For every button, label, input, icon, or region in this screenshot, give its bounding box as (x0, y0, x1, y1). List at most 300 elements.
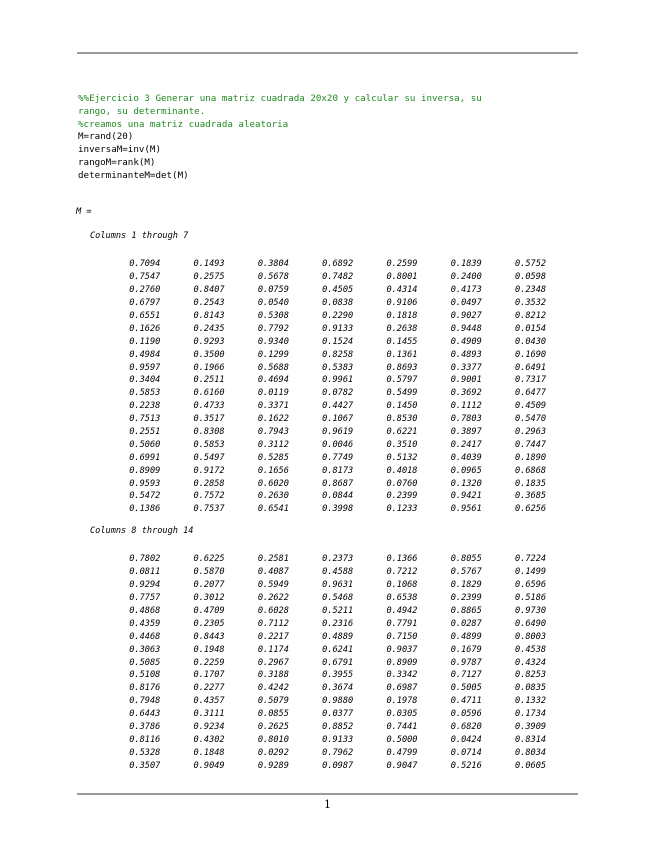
matrix-cell: 0.7447 (515, 439, 547, 450)
matrix-cell: 0.8693 (386, 362, 418, 373)
matrix-cell: 0.0987 (322, 760, 354, 771)
matrix-cell: 0.5000 (386, 734, 418, 745)
matrix-cell: 0.4359 (129, 618, 161, 629)
matrix-cell: 0.4711 (450, 696, 482, 707)
matrix-cell: 0.0811 (129, 567, 161, 578)
matrix-cell: 0.5797 (386, 375, 418, 386)
matrix-cell: 0.9597 (129, 362, 161, 373)
matrix-cell: 0.8909 (386, 657, 418, 668)
matrix-row (96, 695, 546, 708)
matrix-cell: 0.5383 (322, 362, 354, 373)
matrix-cell: 0.9561 (450, 504, 482, 515)
matrix-cell: 0.1679 (450, 644, 482, 655)
matrix-cell: 0.3342 (386, 670, 418, 681)
matrix-cell: 0.9340 (257, 336, 289, 347)
matrix-cell: 0.7112 (257, 618, 289, 629)
matrix-cell: 0.3685 (515, 491, 547, 502)
matrix-cell: 0.4242 (257, 683, 289, 694)
matrix-cell: 0.4509 (515, 401, 547, 412)
matrix-cell: 0.3804 (257, 259, 289, 270)
matrix-cell: 0.6791 (322, 657, 354, 668)
matrix-row (96, 258, 546, 271)
matrix-cell: 0.1966 (193, 362, 225, 373)
matrix-cell: 0.7547 (129, 272, 161, 283)
matrix-cell: 0.8865 (450, 606, 482, 616)
matrix-cell: 0.4018 (386, 465, 418, 476)
matrix-cell: 0.6490 (515, 618, 547, 629)
matrix-cell: 0.1835 (515, 478, 547, 489)
matrix-cell: 0.8314 (515, 734, 547, 745)
matrix-cell: 0.1622 (257, 414, 289, 425)
matrix-cell: 0.1626 (129, 323, 161, 334)
matrix-cell: 0.9421 (450, 491, 482, 502)
matrix-row (96, 335, 546, 348)
matrix-cell: 0.2373 (322, 554, 354, 565)
matrix-row (96, 630, 546, 643)
matrix-row (96, 374, 546, 387)
matrix-cell: 0.1233 (386, 504, 418, 515)
matrix-cell: 0.9448 (450, 323, 482, 334)
matrix-cell: 0.2511 (193, 375, 225, 386)
matrix-cell: 0.7792 (257, 323, 289, 334)
matrix-row (96, 733, 546, 746)
matrix-cell: 0.8687 (322, 478, 354, 489)
matrix-cell: 0.1361 (386, 349, 418, 360)
matrix-cell: 0.0154 (515, 323, 547, 334)
matrix-cell: 0.4314 (386, 285, 418, 296)
matrix-cell: 0.4942 (386, 606, 418, 616)
matrix-cell: 0.3012 (193, 593, 225, 604)
code-line: rangoM=rank(M) (78, 156, 156, 168)
matrix-cell: 0.0782 (322, 388, 354, 399)
matrix-cell: 0.3112 (257, 439, 289, 450)
output-variable-label: M = (76, 207, 92, 217)
matrix-cell: 0.1707 (193, 670, 225, 681)
matrix-cell: 0.0424 (450, 734, 482, 745)
matrix-cell: 0.4733 (193, 401, 225, 412)
matrix-cell: 0.8034 (515, 747, 547, 758)
matrix-row (96, 426, 546, 439)
code-line: determinanteM=det(M) (78, 169, 189, 181)
matrix-cell: 0.1818 (386, 311, 418, 321)
matrix-cell: 0.0305 (386, 709, 418, 720)
matrix-cell: 0.7441 (386, 722, 418, 733)
matrix-cell: 0.1656 (257, 465, 289, 476)
matrix-row (96, 566, 546, 579)
matrix-cell: 0.1890 (515, 452, 547, 463)
matrix-cell: 0.0377 (322, 709, 354, 720)
matrix-cell: 0.4799 (386, 747, 418, 758)
matrix-cell: 0.2435 (193, 323, 225, 334)
matrix-cell: 0.9047 (386, 760, 418, 771)
matrix-cell: 0.8308 (193, 427, 225, 438)
code-line: M=rand(20) (78, 131, 134, 143)
matrix-cell: 0.6987 (386, 683, 418, 694)
matrix-row (96, 553, 546, 566)
matrix-cell: 0.9133 (322, 734, 354, 745)
matrix-cell: 0.4427 (322, 401, 354, 412)
matrix-cell: 0.1174 (257, 644, 289, 655)
matrix-cell: 0.9001 (450, 375, 482, 386)
matrix-cell: 0.9730 (515, 606, 547, 616)
matrix-cell: 0.6020 (257, 478, 289, 489)
matrix-row (96, 310, 546, 323)
matrix-cell: 0.0605 (515, 760, 547, 771)
matrix-cell: 0.2290 (322, 311, 354, 321)
matrix-cell: 0.6991 (129, 452, 161, 463)
matrix-cell: 0.5470 (515, 414, 547, 425)
matrix-cell: 0.2077 (193, 580, 225, 591)
matrix-cell: 0.4889 (322, 631, 354, 642)
matrix-cell: 0.3532 (515, 298, 547, 309)
matrix-cell: 0.1068 (386, 580, 418, 591)
matrix-cell: 0.9172 (193, 465, 225, 476)
matrix-cell: 0.0596 (450, 709, 482, 720)
code-line: inversaM=inv(M) (78, 144, 161, 156)
matrix-cell: 0.5186 (515, 593, 547, 604)
matrix-cell: 0.1524 (322, 336, 354, 347)
matrix-cell: 0.8176 (129, 683, 161, 694)
matrix-cell: 0.0855 (257, 709, 289, 720)
matrix-cell: 0.2575 (193, 272, 225, 283)
matrix-cell: 0.0119 (257, 388, 289, 399)
matrix-cell: 0.7127 (450, 670, 482, 681)
matrix-cell: 0.7572 (193, 491, 225, 502)
matrix-cell: 0.6797 (129, 298, 161, 309)
matrix-cell: 0.4302 (193, 734, 225, 745)
matrix-row (96, 361, 546, 374)
matrix-cell: 0.4909 (450, 336, 482, 347)
matrix-cell: 0.6491 (515, 362, 547, 373)
matrix-cell: 0.3063 (129, 644, 161, 655)
matrix-cell: 0.5472 (129, 491, 161, 502)
matrix-cell: 0.6541 (257, 504, 289, 515)
matrix-cell: 0.0497 (450, 298, 482, 309)
matrix-cell: 0.1848 (193, 747, 225, 758)
matrix-row (96, 656, 546, 669)
matrix-cell: 0.4893 (450, 349, 482, 360)
matrix-cell: 0.2638 (386, 323, 418, 334)
matrix-cell: 0.5870 (193, 567, 225, 578)
matrix-cell: 0.4694 (257, 375, 289, 386)
matrix-cell: 0.1978 (386, 696, 418, 707)
matrix-cell: 0.3674 (322, 683, 354, 694)
matrix-cell: 0.3692 (450, 388, 482, 399)
matrix-cell: 0.1734 (515, 709, 547, 720)
matrix-row (96, 284, 546, 297)
matrix-cell: 0.8173 (322, 465, 354, 476)
code-comment-line: rango, su determinante. (78, 105, 206, 117)
matrix-cell: 0.2399 (450, 593, 482, 604)
matrix-cell: 0.5328 (129, 747, 161, 758)
matrix-cell: 0.2967 (257, 657, 289, 668)
matrix-cell: 0.1366 (386, 554, 418, 565)
matrix-cell: 0.8258 (322, 349, 354, 360)
matrix-row (96, 322, 546, 335)
matrix-cell: 0.2581 (257, 554, 289, 565)
matrix-cell: 0.0430 (515, 336, 547, 347)
matrix-cell: 0.3517 (193, 414, 225, 425)
matrix-cell: 0.9037 (386, 644, 418, 655)
matrix-cell: 0.4173 (450, 285, 482, 296)
matrix-cell: 0.2622 (257, 593, 289, 604)
matrix-cell: 0.9631 (322, 580, 354, 591)
matrix-cell: 0.8001 (386, 272, 418, 283)
matrix-cell: 0.2760 (129, 285, 161, 296)
matrix-row (96, 387, 546, 400)
matrix-cell: 0.2399 (386, 491, 418, 502)
matrix-cell: 0.6160 (193, 388, 225, 399)
matrix-cell: 0.2305 (193, 618, 225, 629)
matrix-cell: 0.9593 (129, 478, 161, 489)
matrix-cell: 0.9787 (450, 657, 482, 668)
code-comment-line: %creamos una matriz cuadrada aleatoria (78, 118, 289, 130)
matrix-cell: 0.5949 (257, 580, 289, 591)
matrix-cell: 0.1499 (515, 567, 547, 578)
matrix-cell: 0.9049 (193, 760, 225, 771)
matrix-cell: 0.3111 (193, 709, 225, 720)
matrix-cell: 0.9619 (322, 427, 354, 438)
matrix-row (96, 708, 546, 721)
matrix-cell: 0.3188 (257, 670, 289, 681)
matrix-cell: 0.6820 (450, 722, 482, 733)
matrix-cell: 0.0540 (257, 298, 289, 309)
matrix-block-1 (96, 258, 546, 516)
matrix-cell: 0.5497 (193, 452, 225, 463)
matrix-cell: 0.7757 (129, 593, 161, 604)
matrix-cell: 0.6241 (322, 644, 354, 655)
matrix-cell: 0.7948 (129, 696, 161, 707)
columns-header-2: Columns 8 through 14 (90, 526, 194, 536)
matrix-cell: 0.5468 (322, 593, 354, 604)
matrix-cell: 0.5853 (193, 439, 225, 450)
matrix-cell: 0.4899 (450, 631, 482, 642)
matrix-row (96, 271, 546, 284)
matrix-cell: 0.4087 (257, 567, 289, 578)
matrix-cell: 0.3998 (322, 504, 354, 515)
matrix-row (96, 617, 546, 630)
matrix-row (96, 490, 546, 503)
matrix-row (96, 669, 546, 682)
matrix-row (96, 348, 546, 361)
matrix-cell: 0.0844 (322, 491, 354, 502)
matrix-cell: 0.9106 (386, 298, 418, 309)
matrix-row (96, 438, 546, 451)
matrix-cell: 0.7791 (386, 618, 418, 629)
matrix-cell: 0.1320 (450, 478, 482, 489)
matrix-cell: 0.5005 (450, 683, 482, 694)
matrix-cell: 0.6892 (322, 259, 354, 270)
matrix-row (96, 643, 546, 656)
matrix-cell: 0.4039 (450, 452, 482, 463)
matrix-row (96, 477, 546, 490)
matrix-cell: 0.8010 (257, 734, 289, 745)
matrix-cell: 0.8003 (515, 631, 547, 642)
matrix-cell: 0.8055 (450, 554, 482, 565)
matrix-cell: 0.2348 (515, 285, 547, 296)
matrix-cell: 0.5678 (257, 272, 289, 283)
matrix-cell: 0.2858 (193, 478, 225, 489)
matrix-row (96, 451, 546, 464)
matrix-cell: 0.0838 (322, 298, 354, 309)
matrix-cell: 0.4538 (515, 644, 547, 655)
matrix-cell: 0.0759 (257, 285, 289, 296)
matrix-cell: 0.3909 (515, 722, 547, 733)
code-block (78, 93, 482, 183)
matrix-cell: 0.3955 (322, 670, 354, 681)
matrix-cell: 0.2217 (257, 631, 289, 642)
matrix-row (96, 759, 546, 772)
matrix-cell: 0.6551 (129, 311, 161, 321)
matrix-cell: 0.5211 (322, 606, 354, 616)
matrix-cell: 0.0046 (322, 439, 354, 450)
matrix-cell: 0.2417 (450, 439, 482, 450)
matrix-cell: 0.5853 (129, 388, 161, 399)
matrix-cell: 0.3404 (129, 375, 161, 386)
matrix-cell: 0.6477 (515, 388, 547, 399)
matrix-row (96, 592, 546, 605)
matrix-row (96, 464, 546, 477)
matrix-cell: 0.0965 (450, 465, 482, 476)
matrix-cell: 0.6221 (386, 427, 418, 438)
matrix-cell: 0.1332 (515, 696, 547, 707)
matrix-cell: 0.9234 (193, 722, 225, 733)
matrix-cell: 0.9289 (257, 760, 289, 771)
matrix-cell: 0.8116 (129, 734, 161, 745)
matrix-cell: 0.9961 (322, 375, 354, 386)
matrix-cell: 0.5108 (129, 670, 161, 681)
matrix-cell: 0.2551 (129, 427, 161, 438)
matrix-cell: 0.7150 (386, 631, 418, 642)
matrix-cell: 0.5216 (450, 760, 482, 771)
matrix-cell: 0.2963 (515, 427, 547, 438)
page-number: 1 (324, 798, 331, 811)
matrix-cell: 0.6225 (193, 554, 225, 565)
matrix-cell: 0.1386 (129, 504, 161, 515)
matrix-cell: 0.2599 (386, 259, 418, 270)
matrix-cell: 0.7224 (515, 554, 547, 565)
matrix-cell: 0.4324 (515, 657, 547, 668)
matrix-cell: 0.7513 (129, 414, 161, 425)
matrix-cell: 0.3377 (450, 362, 482, 373)
matrix-cell: 0.2277 (193, 683, 225, 694)
matrix-cell: 0.5499 (386, 388, 418, 399)
matrix-cell: 0.5085 (129, 657, 161, 668)
matrix-cell: 0.9133 (322, 323, 354, 334)
matrix-cell: 0.6256 (515, 504, 547, 515)
matrix-cell: 0.2400 (450, 272, 482, 283)
matrix-cell: 0.3371 (257, 401, 289, 412)
matrix-cell: 0.7537 (193, 504, 225, 515)
matrix-cell: 0.0598 (515, 272, 547, 283)
matrix-cell: 0.5132 (386, 452, 418, 463)
matrix-cell: 0.1067 (322, 414, 354, 425)
matrix-cell: 0.5752 (515, 259, 547, 270)
matrix-cell: 0.2238 (129, 401, 161, 412)
matrix-cell: 0.7943 (257, 427, 289, 438)
matrix-cell: 0.4357 (193, 696, 225, 707)
matrix-cell: 0.4984 (129, 349, 161, 360)
matrix-cell: 0.1450 (386, 401, 418, 412)
matrix-row (96, 503, 546, 516)
matrix-row (96, 400, 546, 413)
matrix-cell: 0.9880 (322, 696, 354, 707)
matrix-cell: 0.9027 (450, 311, 482, 321)
code-comment-line: %%Ejercicio 3 Generar una matriz cuadrada 20x20 y calcular su inversa, su (78, 93, 482, 104)
matrix-row (96, 746, 546, 759)
matrix-cell: 0.4709 (193, 606, 225, 616)
matrix-cell: 0.3507 (129, 760, 161, 771)
matrix-cell: 0.1455 (386, 336, 418, 347)
matrix-cell: 0.7212 (386, 567, 418, 578)
matrix-cell: 0.6443 (129, 709, 161, 720)
matrix-cell: 0.1112 (450, 401, 482, 412)
matrix-cell: 0.1493 (193, 259, 225, 270)
bottom-rule (77, 793, 578, 795)
matrix-cell: 0.7962 (322, 747, 354, 758)
matrix-cell: 0.0760 (386, 478, 418, 489)
matrix-cell: 0.8909 (129, 465, 161, 476)
matrix-cell: 0.3500 (193, 349, 225, 360)
matrix-cell: 0.2543 (193, 298, 225, 309)
matrix-cell: 0.1948 (193, 644, 225, 655)
matrix-cell: 0.9294 (129, 580, 161, 591)
matrix-cell: 0.5688 (257, 362, 289, 373)
matrix-cell: 0.5285 (257, 452, 289, 463)
matrix-cell: 0.1690 (515, 349, 547, 360)
matrix-cell: 0.5308 (257, 311, 289, 321)
matrix-cell: 0.8253 (515, 670, 547, 681)
matrix-cell: 0.7803 (450, 414, 482, 425)
matrix-row (96, 413, 546, 426)
matrix-cell: 0.7749 (322, 452, 354, 463)
matrix-cell: 0.8143 (193, 311, 225, 321)
matrix-cell: 0.9293 (193, 336, 225, 347)
matrix-cell: 0.2625 (257, 722, 289, 733)
top-rule (77, 52, 578, 54)
matrix-cell: 0.6538 (386, 593, 418, 604)
matrix-cell: 0.1829 (450, 580, 482, 591)
matrix-cell: 0.5079 (257, 696, 289, 707)
matrix-cell: 0.3786 (129, 722, 161, 733)
matrix-cell: 0.7802 (129, 554, 161, 565)
matrix-cell: 0.3897 (450, 427, 482, 438)
matrix-cell: 0.4588 (322, 567, 354, 578)
columns-header-1: Columns 1 through 7 (90, 231, 189, 241)
matrix-cell: 0.8530 (386, 414, 418, 425)
matrix-cell: 0.4868 (129, 606, 161, 616)
matrix-cell: 0.1190 (129, 336, 161, 347)
matrix-cell: 0.4505 (322, 285, 354, 296)
matrix-cell: 0.6868 (515, 465, 547, 476)
matrix-row (96, 297, 546, 310)
matrix-cell: 0.0714 (450, 747, 482, 758)
matrix-cell: 0.0287 (450, 618, 482, 629)
matrix-row (96, 682, 546, 695)
matrix-cell: 0.0835 (515, 683, 547, 694)
matrix-cell: 0.1299 (257, 349, 289, 360)
matrix-cell: 0.0292 (257, 747, 289, 758)
matrix-cell: 0.7094 (129, 259, 161, 270)
matrix-cell: 0.4468 (129, 631, 161, 642)
matrix-cell: 0.3510 (386, 439, 418, 450)
matrix-row (96, 579, 546, 592)
matrix-cell: 0.2259 (193, 657, 225, 668)
matrix-cell: 0.7482 (322, 272, 354, 283)
matrix-cell: 0.6028 (257, 606, 289, 616)
matrix-row (96, 721, 546, 734)
matrix-cell: 0.1839 (450, 259, 482, 270)
